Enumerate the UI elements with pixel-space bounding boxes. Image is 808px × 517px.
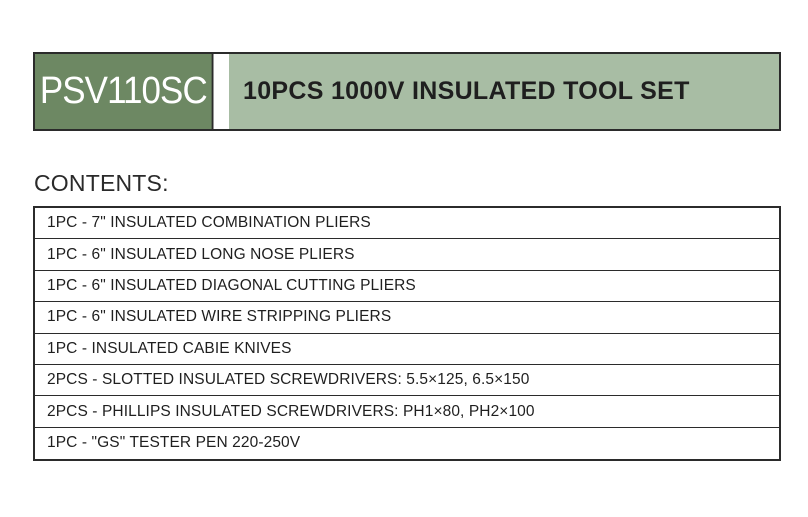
contents-table bbox=[33, 206, 781, 461]
contents-row: 1PC - "GS" TESTER PEN 220-250V bbox=[47, 434, 301, 452]
contents-heading: CONTENTS: bbox=[34, 170, 169, 196]
contents-row: 1PC - 6" INSULATED DIAGONAL CUTTING PLIERS bbox=[35, 271, 779, 302]
contents-row: 2PCS - SLOTTED INSULATED SCREWDRIVERS: 5.5×125, 6.5×150 bbox=[35, 365, 779, 396]
contents-row: 2PCS - PHILLIPS INSULATED SCREWDRIVERS: PH1×80, PH2×100 bbox=[35, 396, 779, 427]
product-title-box bbox=[229, 54, 779, 129]
contents-row: 1PC - 6" INSULATED WIRE STRIPPING PLIERS bbox=[35, 302, 779, 333]
product-header bbox=[33, 52, 781, 131]
contents-row: 1PC - 6" INSULATED LONG NOSE PLIERS bbox=[35, 239, 779, 270]
contents-row: 1PC - 7" INSULATED COMBINATION PLIERS bbox=[35, 208, 779, 239]
product-code-box bbox=[35, 54, 213, 129]
contents-row: 1PC - INSULATED CABIE KNIVES bbox=[35, 334, 779, 365]
product-code: PSV110SC bbox=[39, 70, 207, 112]
product-title: 10PCS 1000V INSULATED TOOL SET bbox=[243, 77, 690, 105]
